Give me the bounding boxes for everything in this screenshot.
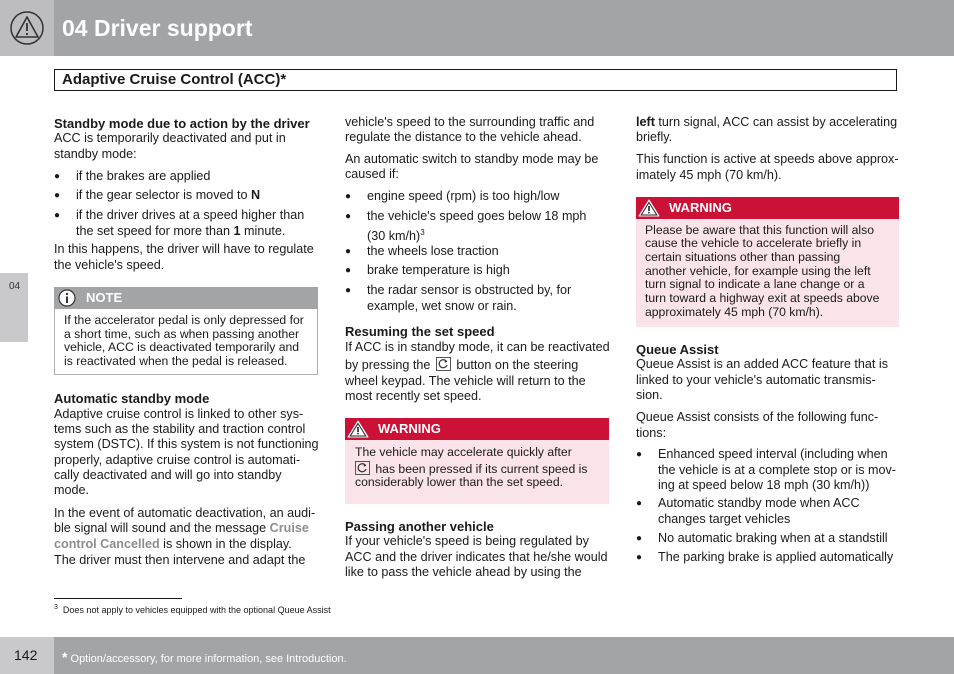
resume-button-icon xyxy=(355,461,370,475)
footnote xyxy=(54,602,331,616)
paragraph-line xyxy=(54,537,292,553)
note-line: If the accelerator pedal is only depressed for xyxy=(64,313,304,327)
list-item xyxy=(345,189,615,205)
paragraph-line: linked to your vehicle's automatic transmis- xyxy=(636,373,876,387)
footer-note xyxy=(62,649,347,665)
warning-line: approximately 45 mph (70 km/h). xyxy=(645,305,824,319)
list-item-text: The parking brake is applied automatically xyxy=(658,550,894,564)
bullet-dot: ● xyxy=(345,191,352,202)
list-item-text-part: minute. xyxy=(240,223,286,238)
paragraph-line: vehicle's speed to the surrounding traffic and xyxy=(345,115,595,129)
list-item-text: brake temperature is high xyxy=(367,263,510,277)
list-item xyxy=(636,447,906,495)
warning-triangle-icon xyxy=(347,420,369,438)
emphasis-left: left xyxy=(636,115,655,129)
list-item xyxy=(345,244,615,260)
list-item-text xyxy=(367,209,586,244)
warning-line: turn toward a highway exit at speeds above xyxy=(645,291,880,305)
display-message-text: control Cancelled xyxy=(54,537,160,551)
footnote-ref: 3 xyxy=(420,227,425,237)
paragraph-line: regulate the distance to the vehicle ahead. xyxy=(345,130,582,144)
bullet-dot: ● xyxy=(636,449,643,460)
warning-line: cause the vehicle to accelerate briefly in xyxy=(645,236,862,250)
warning-triangle-icon xyxy=(638,199,660,217)
paragraph-line: cally deactivated and will go into standby xyxy=(54,468,282,482)
heading-queue-assist: Queue Assist xyxy=(636,342,719,357)
note-line: vehicle, ACC is deactivated temporarily and xyxy=(64,340,300,354)
bullet-dot: ● xyxy=(636,552,643,563)
list-item xyxy=(345,209,615,241)
paragraph-line: the vehicle's speed. xyxy=(54,258,165,272)
list-item-text-part: example, wet snow or rain. xyxy=(367,298,517,313)
list-item-text: No automatic braking when at a standstill xyxy=(658,531,888,545)
list-item xyxy=(54,188,324,204)
paragraph-line: The driver must then intervene and adapt the xyxy=(54,553,306,567)
paragraph-line: ACC and the driver indicates that he/she would xyxy=(345,550,608,564)
bullet-dot: ● xyxy=(345,285,352,296)
paragraph-line xyxy=(345,357,578,374)
warning-line: considerably lower than the set speed. xyxy=(355,475,563,489)
list-item xyxy=(636,531,906,547)
note-line: is reactivated when the pedal is released. xyxy=(64,354,288,368)
bullet-dot: ● xyxy=(54,210,61,221)
footnote-number: 3 xyxy=(54,604,58,611)
list-item-text xyxy=(367,283,571,314)
heading-standby-driver: Standby mode due to action by the driver xyxy=(54,116,310,131)
paragraph-line: caused if: xyxy=(345,167,399,181)
heading-resuming-speed: Resuming the set speed xyxy=(345,324,495,339)
display-message-text: Cruise xyxy=(269,521,309,535)
bullet-dot: ● xyxy=(54,171,61,182)
bullet-dot: ● xyxy=(636,498,643,509)
list-item-text-part: ing at speed below 18 mph (30 km/h)) xyxy=(658,478,870,493)
list-item xyxy=(345,263,615,279)
minute-count: 1 xyxy=(233,223,241,238)
paragraph-text-part: button on the steering xyxy=(452,358,579,372)
list-item-text xyxy=(658,447,896,494)
bullet-dot: ● xyxy=(345,265,352,276)
bullet-dot: ● xyxy=(636,533,643,544)
list-item-text-part: the set speed for more than xyxy=(76,223,234,238)
list-item-text-part: the radar sensor is obstructed by, for xyxy=(367,283,572,297)
chapter-title: 04 Driver support xyxy=(62,15,253,41)
list-item-text xyxy=(76,188,260,204)
warning-triangle-icon xyxy=(9,10,45,46)
paragraph-line: tems such as the stability and traction control xyxy=(54,422,306,436)
paragraph-line: tions: xyxy=(636,426,667,440)
list-item-text xyxy=(658,496,860,527)
list-item-text-part: changes target vehicles xyxy=(658,511,791,526)
paragraph-line: most recently set speed. xyxy=(345,389,482,403)
note-title: NOTE xyxy=(86,290,123,305)
paragraph-line: If your vehicle's speed is being regulated by xyxy=(345,534,589,548)
warning-title: WARNING xyxy=(669,200,732,215)
paragraph-text-part: ble signal will sound and the message xyxy=(54,521,270,535)
paragraph-line: An automatic switch to standby mode may be xyxy=(345,152,599,166)
bullet-dot: ● xyxy=(345,211,352,222)
bullet-dot: ● xyxy=(54,190,61,201)
paragraph-line xyxy=(636,115,897,131)
paragraph-text-part: turn signal, ACC can assist by accelerating xyxy=(654,115,898,129)
paragraph-line: properly, adaptive cruise control is automati- xyxy=(54,453,301,467)
list-item xyxy=(54,169,324,185)
note-line: a short time, such as when passing another xyxy=(64,327,300,341)
paragraph-line: Queue Assist is an added ACC feature that is xyxy=(636,357,889,371)
list-item-text-part: (30 km/h) xyxy=(367,228,421,243)
list-item xyxy=(345,283,615,315)
warning-line: Please be aware that this function will also xyxy=(645,223,874,237)
paragraph-line: If ACC is in standby mode, it can be reactivated xyxy=(345,340,610,354)
warning-line: turn signal to indicate a lane change or a xyxy=(645,277,865,291)
list-item-text-part: if the gear selector is moved to xyxy=(76,188,251,202)
paragraph-line: Adaptive cruise control is linked to other sys- xyxy=(54,407,304,421)
list-item-text-part: the vehicle is at a complete stop or is mov- xyxy=(658,462,896,477)
list-item xyxy=(54,208,324,240)
heading-passing-vehicle: Passing another vehicle xyxy=(345,519,494,534)
warning-text-part: has been pressed if its current speed is xyxy=(372,462,588,476)
info-icon xyxy=(58,289,76,307)
footer-note-text: Option/accessory, for more information, see Introduction. xyxy=(67,653,347,665)
paragraph-line: Queue Assist consists of the following func- xyxy=(636,410,879,424)
warning-line: another vehicle, for example using the left xyxy=(645,264,871,278)
paragraph-line: In this happens, the driver will have to regulate xyxy=(54,242,314,256)
warning-title: WARNING xyxy=(378,421,441,436)
gear-letter: N xyxy=(251,188,261,202)
list-item-text-part: the vehicle's speed goes below 18 mph xyxy=(367,209,587,223)
list-item-text: if the brakes are applied xyxy=(76,169,211,183)
paragraph-line: briefly. xyxy=(636,130,673,144)
footnote-divider xyxy=(54,598,182,599)
chapter-side-tab-label: 04 xyxy=(9,281,21,292)
paragraph-line: sion. xyxy=(636,388,663,402)
paragraph-text-part: by pressing the xyxy=(345,358,434,372)
list-item-text-part: if the driver drives at a speed higher than xyxy=(76,208,305,222)
warning-line: certain situations other than passing xyxy=(645,250,841,264)
bullet-dot: ● xyxy=(345,246,352,257)
paragraph-line: system (DSTC). If this system is not functioning xyxy=(54,437,319,451)
warning-line: The vehicle may accelerate quickly after xyxy=(355,445,572,459)
paragraph-line: like to pass the vehicle ahead by using the xyxy=(345,565,582,579)
paragraph-line: ACC is temporarily deactivated and put in xyxy=(54,131,286,145)
list-item xyxy=(636,550,906,566)
list-item-text-part: Enhanced speed interval (including when xyxy=(658,447,888,461)
list-item xyxy=(636,496,906,528)
resume-button-icon xyxy=(436,357,451,371)
paragraph-text-part: is shown in the display. xyxy=(159,537,292,551)
paragraph-line xyxy=(54,521,309,537)
list-item-text xyxy=(76,208,304,239)
heading-automatic-standby: Automatic standby mode xyxy=(54,391,210,406)
paragraph-line: standby mode: xyxy=(54,147,137,161)
paragraph-line: mode. xyxy=(54,483,90,497)
section-title: Adaptive Cruise Control (ACC)* xyxy=(62,71,287,88)
page-number: 142 xyxy=(14,647,38,663)
list-item-text: engine speed (rpm) is too high/low xyxy=(367,189,560,203)
paragraph-line: wheel keypad. The vehicle will return to the xyxy=(345,374,586,388)
list-item-text-part: Automatic standby mode when ACC xyxy=(658,496,860,510)
paragraph-line: In the event of automatic deactivation, an audi- xyxy=(54,506,316,520)
paragraph-line: This function is active at speeds above approx- xyxy=(636,152,899,166)
footnote-text: Does not apply to vehicles equipped with the optional Queue Assist xyxy=(62,605,331,615)
list-item-text: the wheels lose traction xyxy=(367,244,499,258)
paragraph-line: imately 45 mph (70 km/h). xyxy=(636,168,782,182)
footer-asterisk: * xyxy=(62,649,68,665)
